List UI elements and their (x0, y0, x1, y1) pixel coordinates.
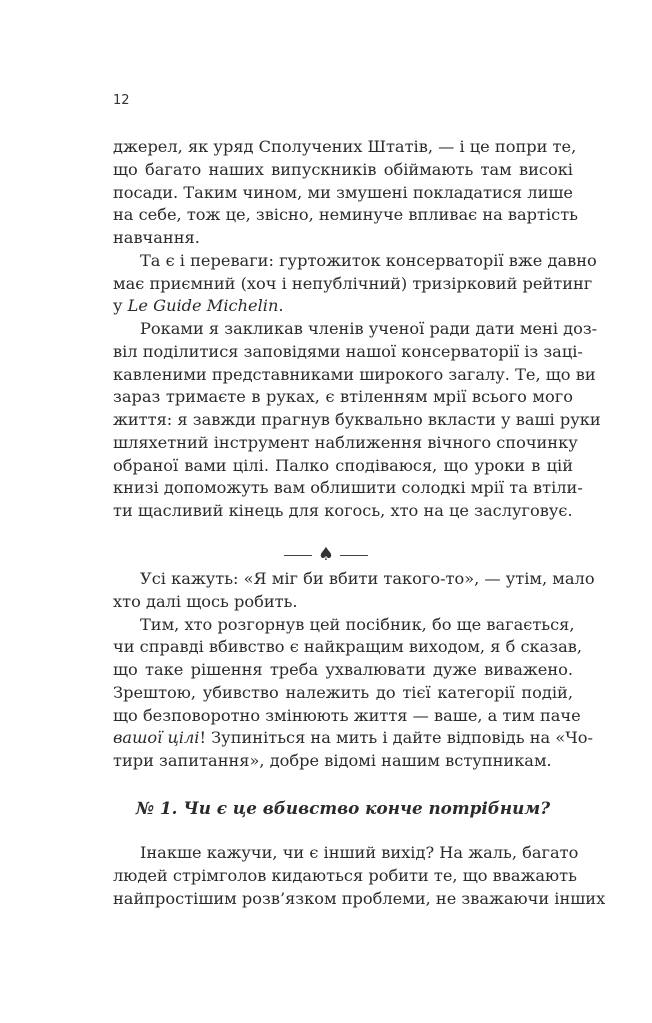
page-number: 12 (113, 93, 130, 108)
question-heading: № 1. Чи є це вбивство конче потрібним? (135, 798, 551, 818)
paragraph (113, 318, 601, 523)
text-run: Усі кажуть: «Я міг би вбити такого-то», — утім, мало (140, 569, 595, 588)
text-run: що безповоротно змінюють життя — ваше, а тим паче (113, 705, 581, 725)
text-line (113, 341, 583, 364)
text-run: хто далі щось робить. (113, 591, 298, 611)
text-run: чи справді вбивство є найкращим виходом, я б сказав, (113, 637, 583, 657)
text-line (113, 842, 579, 865)
text-run: Тим, хто розгорнув цей посібник, бо ще вагається, (140, 614, 575, 634)
text-line (113, 386, 573, 409)
text-run: ти щасливий кінець для когось, хто на це заслуговує. (113, 501, 573, 520)
text-line (113, 750, 573, 773)
text-line (113, 591, 573, 614)
text-run: джерел, як уряд Сполучених Штатів, — і це попри те, (113, 137, 577, 156)
text-line (113, 727, 593, 750)
text-run: ! Зупиніться на мить і дайте відповідь на «Чо- (199, 728, 593, 748)
italic-text: вашої цілі (113, 728, 200, 748)
text-line (113, 136, 577, 159)
text-run: шляхетний інструмент наближення вічного спочинку (113, 432, 578, 452)
text-run: Роками я закликав членів ученої ради дати мені доз- (140, 319, 598, 338)
text-line (113, 568, 595, 591)
text-line (113, 888, 606, 911)
text-run: найпростішим розв’язком проблеми, не зважаючи інших (113, 888, 606, 908)
body-text-section-1 (113, 136, 601, 523)
paragraph (113, 250, 597, 318)
paragraph (113, 136, 578, 250)
text-run: що багато наших випускників обіймають там високі (113, 159, 573, 179)
text-run: Інакше кажучи, чи є інший вихід? На жаль, багато (140, 843, 579, 862)
text-line (113, 250, 597, 273)
divider-line-right (340, 555, 368, 556)
text-run: віл поділитися заповідями нашої консерваторії із заці- (113, 341, 583, 361)
text-line (113, 159, 573, 182)
text-line (113, 318, 598, 341)
text-run: Зрештою, убивство належить до тієї категорії подій, (113, 682, 573, 702)
text-line (113, 204, 578, 227)
text-run: обраної вами цілі. Палко сподіваюся, що уроки в цій (113, 455, 573, 475)
text-line (113, 455, 573, 478)
text-line (113, 409, 601, 432)
text-run: у (113, 296, 128, 316)
section-divider (0, 543, 652, 567)
text-run: життя: я завжди прагнув буквально вкласти у ваші руки (113, 410, 601, 429)
text-line (113, 705, 581, 728)
text-line (113, 477, 583, 500)
text-run: книзі допоможуть вам облишити солодкі мрії та втіли- (113, 478, 583, 498)
text-run: кавленими представниками широкого загалу. Те, що ви (113, 364, 596, 384)
text-line (113, 182, 573, 205)
italic-text: Le Guide Michelin (127, 296, 279, 316)
text-line (113, 500, 573, 523)
paragraph (113, 614, 593, 773)
text-run: що таке рішення треба ухвалювати дуже виважено. (113, 660, 573, 679)
text-line (113, 295, 573, 318)
text-run: Та є і переваги: гуртожиток консерваторії вже давно (140, 250, 597, 270)
text-line (113, 227, 573, 250)
text-run: людей стрімголов кидаються робити те, що вважають (113, 865, 577, 885)
text-run: навчання. (113, 228, 200, 247)
text-line (113, 636, 583, 659)
body-text-section-2 (113, 568, 595, 773)
text-run: має приємний (хоч і непублічний) тризірковий рейтинг (113, 273, 593, 293)
text-run: . (278, 296, 284, 316)
divider-line-left (284, 555, 312, 556)
text-run: на себе, тож це, звісно, неминуче впливає на вартість (113, 205, 578, 225)
body-text-section-3 (113, 842, 606, 910)
text-line (113, 432, 578, 455)
text-line (113, 614, 573, 637)
paragraph (113, 842, 606, 910)
text-run: тири запитання», добре відомі нашим вступникам. (113, 751, 552, 770)
paragraph (113, 568, 595, 614)
text-line (113, 659, 573, 682)
text-line (113, 682, 573, 705)
text-line (113, 364, 596, 387)
text-run: зараз тримаєте в руках, є втіленням мрії всього мого (113, 387, 573, 407)
spade-icon: ♠ (317, 544, 335, 565)
text-line (113, 865, 577, 888)
text-run: посади. Таким чином, ми змушені покладатися лише (113, 182, 573, 202)
text-line (113, 273, 593, 296)
